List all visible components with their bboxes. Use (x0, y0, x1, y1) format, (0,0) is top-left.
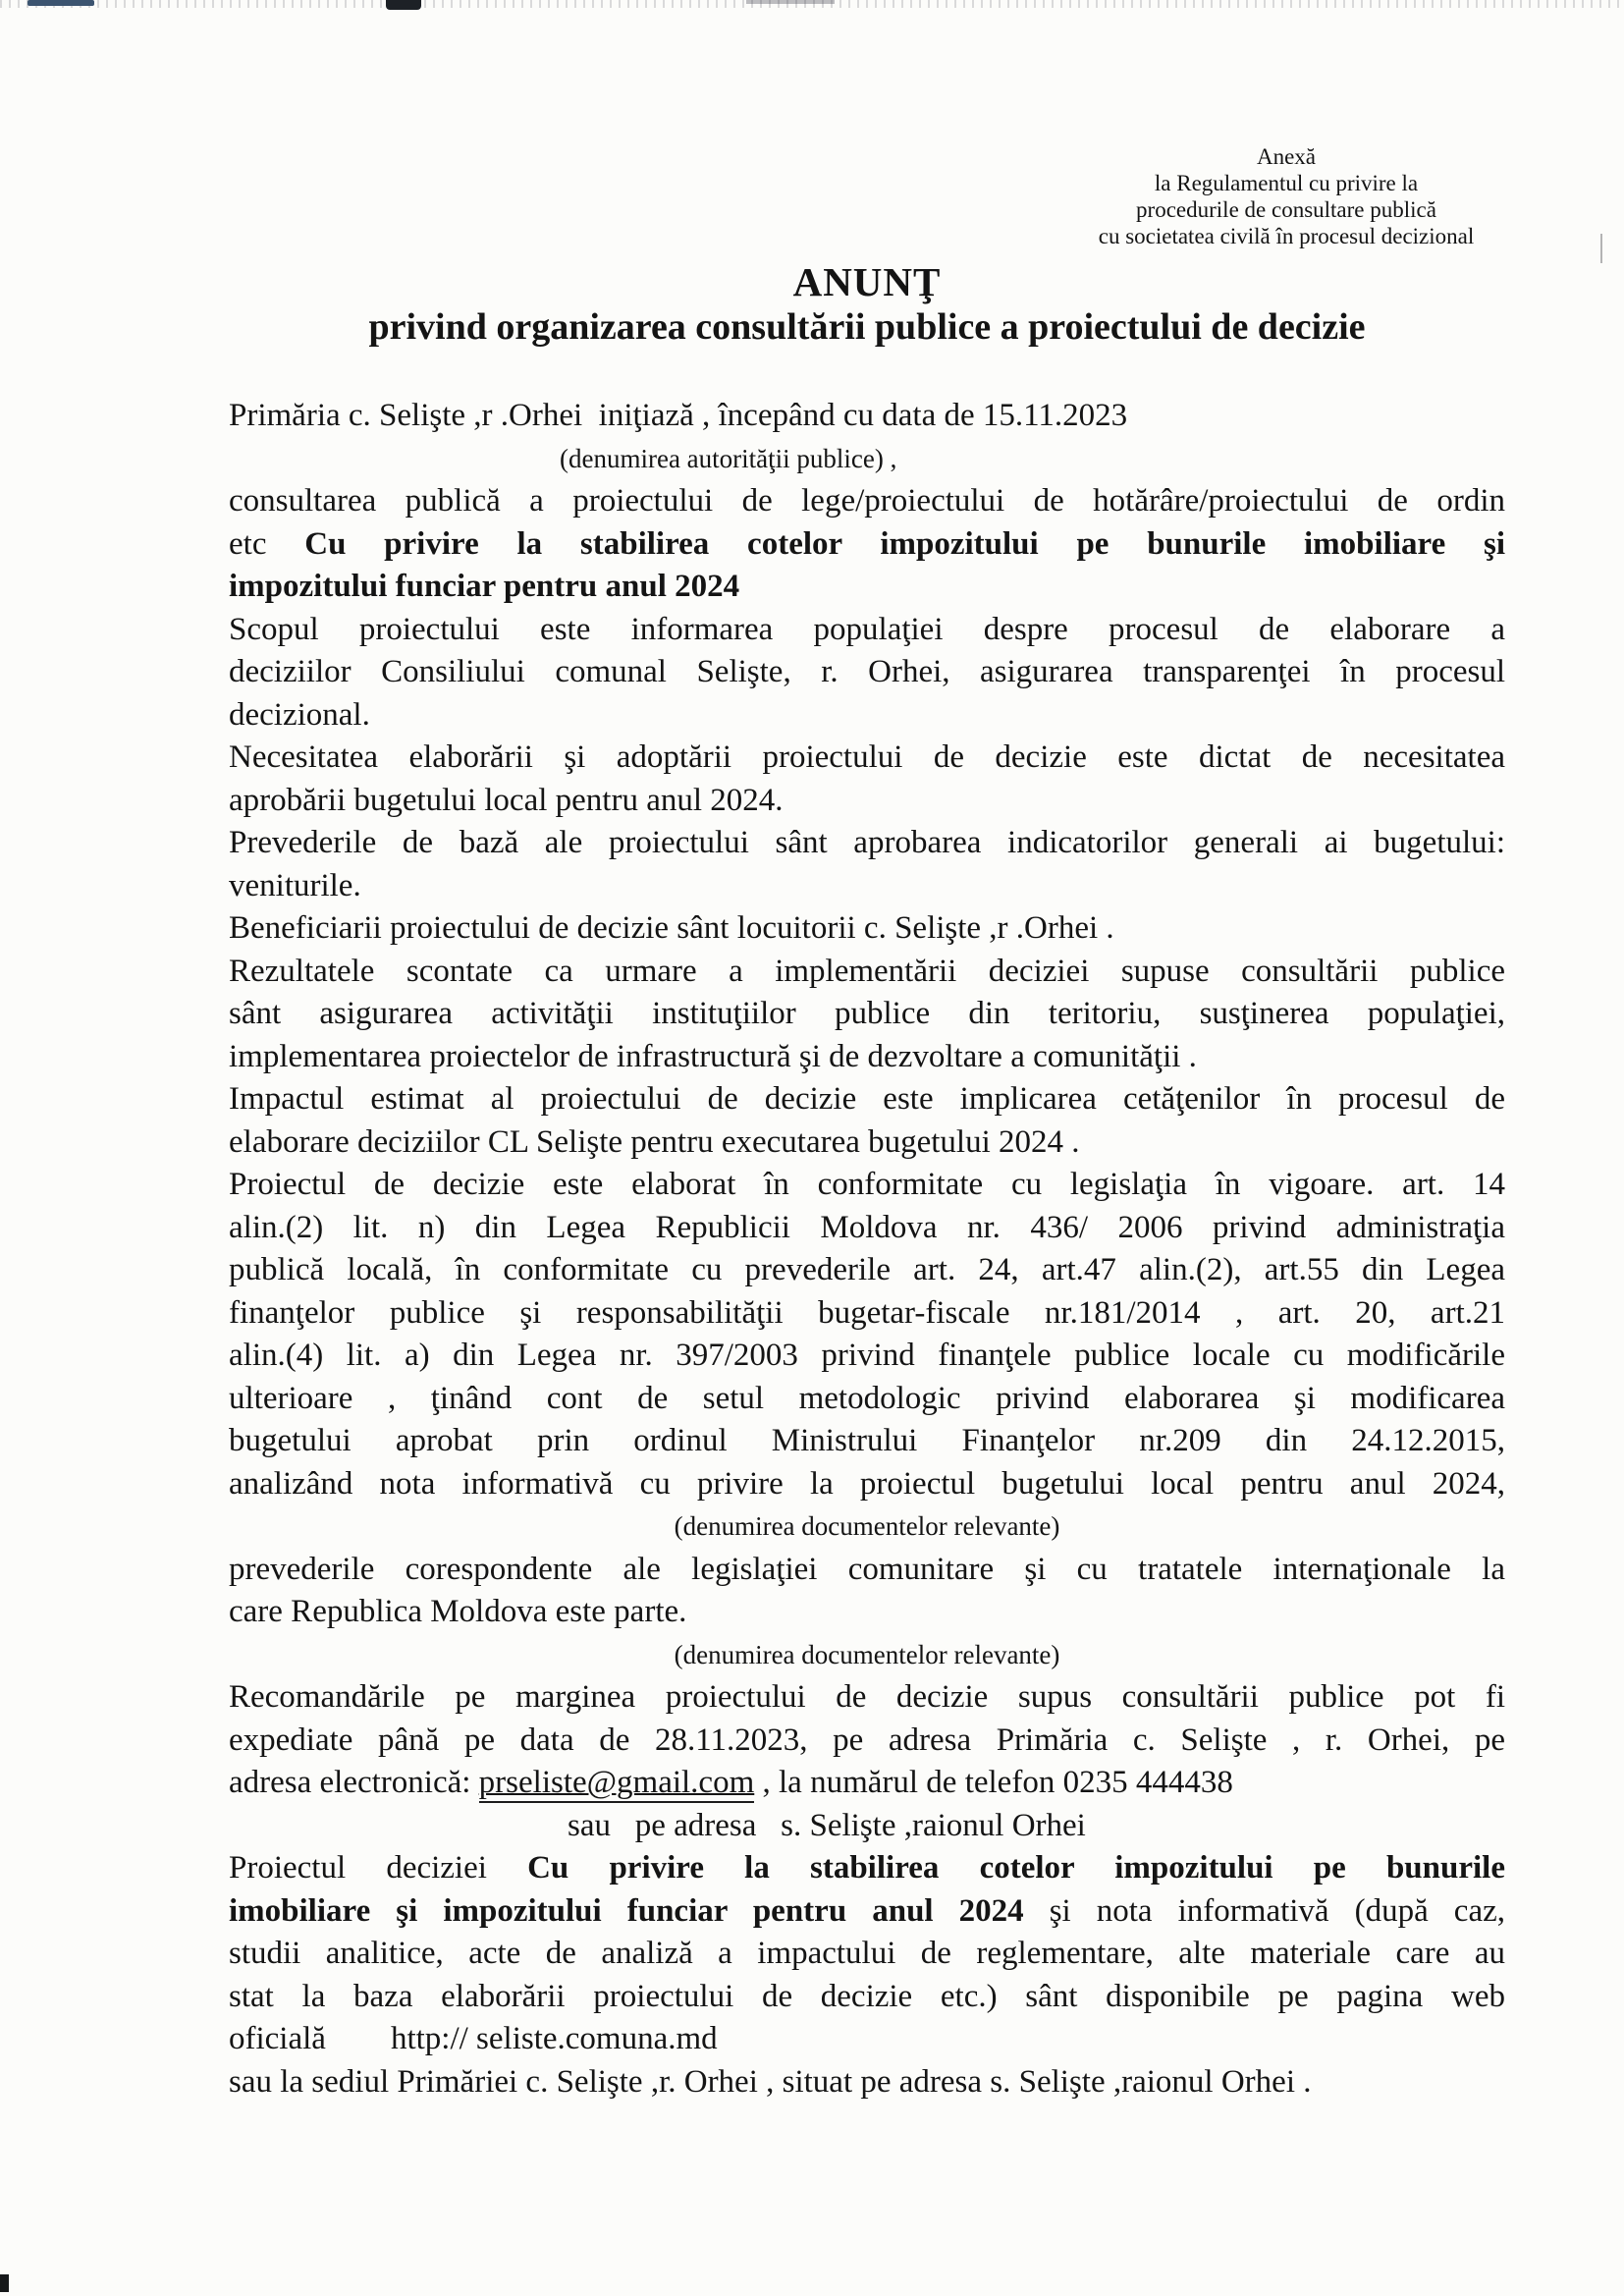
text-segment: Rezultatele scontate ca urmare a implementării deciziei supuse consultării publice (229, 953, 1505, 989)
text-line (229, 566, 1505, 609)
text-line (229, 480, 1505, 523)
scan-artifact (1600, 234, 1602, 263)
text-line (229, 1164, 1505, 1207)
website-address: http:// seliste.comuna.md (390, 2021, 718, 2056)
text-segment: ulterioare , ţinând cont de setul metodologic privind elaborarea şi modificarea (229, 1380, 1505, 1416)
text-line (229, 1591, 1505, 1634)
text-column (229, 259, 1505, 2104)
text-line (229, 395, 1505, 438)
text-segment: sau pe adresa s. Selişte ,raionul Orhei (568, 1807, 1086, 1843)
text-line (229, 523, 1505, 567)
text-line (229, 1121, 1505, 1165)
text-line (229, 438, 1505, 481)
text-line (229, 2061, 1505, 2105)
text-segment: Proiectul de decizie este elaborat în conformitate cu legislaţia în vigoare. art. 14 (229, 1167, 1505, 1202)
text-line (229, 993, 1505, 1036)
text-segment: deciziilor Consiliului comunal Selişte, r. Orhei, asigurarea transparenţei în procesul (229, 654, 1505, 689)
text-segment: elaborare deciziilor CL Selişte pentru executarea bugetului 2024 . (229, 1123, 1080, 1160)
text-segment: Beneficiarii proiectului de decizie sânt locuitorii c. Selişte ,r .Orhei . (229, 910, 1114, 946)
text-line (229, 1420, 1505, 1463)
text-segment: publică locală, în conformitate cu prevederile art. 24, art.47 alin.(2), art.55 din Legea (229, 1252, 1505, 1287)
text-line (229, 1890, 1505, 1934)
text-segment: Cu privire la stabilirea cotelor impozitului pe bunurile imobiliare şi (304, 525, 1506, 562)
text-segment: consultarea publică a proiectului de lege/proiectului de hotărâre/proiectului de ordin (229, 483, 1505, 519)
email-address: prseliste@gmail.com (479, 1765, 755, 1803)
text-segment: bugetului aprobat prin ordinul Ministrului Finanţelor nr.209 din 24.12.2015, (229, 1423, 1505, 1458)
text-segment: veniturile. (229, 867, 361, 903)
text-segment: Recomandările pe marginea proiectului de decizie supus consultării publice pot fi (229, 1679, 1505, 1715)
text-segment: oficială (229, 2021, 391, 2056)
text-segment: sau la sediul Primăriei c. Selişte ,r. Orhei , situat pe adresa s. Selişte ,raionul Orhei . (229, 2063, 1312, 2100)
text-segment: (denumirea autorităţii publice) , (560, 443, 897, 473)
text-line (229, 1378, 1505, 1421)
text-line (229, 1249, 1505, 1292)
text-segment: stat la baza elaborării proiectului de decizie etc.) sânt disponibile pe pagina web (229, 1978, 1505, 2014)
text-line (229, 1335, 1505, 1378)
text-line (229, 1292, 1505, 1336)
text-line (229, 1976, 1505, 2019)
text-line (229, 780, 1505, 823)
text-segment: Cu privire la stabilirea cotelor impozitului pe bunurile (527, 1850, 1505, 1886)
text-segment: alin.(4) lit. a) din Legea nr. 397/2003 privind finanţele publice locale cu modificările (229, 1338, 1505, 1373)
scan-artifact (0, 2274, 9, 2292)
text-segment: Impactul estimat al proiectului de decizie este implicarea cetăţenilor în procesul de (229, 1081, 1505, 1117)
document-subtitle: privind organizarea consultării publice a proiectului de decizie (368, 306, 1366, 348)
text-line (229, 2018, 1505, 2061)
text-segment: studii analitice, acte de analiză a impactului de reglementare, alte materiale care au (229, 1936, 1505, 1971)
scan-artifact (386, 0, 421, 10)
text-line (229, 907, 1505, 951)
text-line (229, 1078, 1505, 1121)
text-segment: aprobării bugetului local pentru anul 2024. (229, 782, 784, 818)
text-line (229, 609, 1505, 652)
text-segment: expediate până pe data de 28.11.2023, pe adresa Primăria c. Selişte , r. Orhei, pe (229, 1722, 1505, 1758)
document-body (229, 395, 1505, 2104)
annex-note-line: cu societatea civilă în procesul decizional (1098, 224, 1475, 248)
document-title: ANUNŢ (792, 259, 942, 304)
text-line (229, 1505, 1505, 1549)
annex-note (1088, 143, 1485, 249)
text-segment: implementarea proiectelor de infrastructură şi de dezvoltare a comunităţii . (229, 1038, 1197, 1074)
text-segment: , la numărul de telefon 0235 444438 (754, 1765, 1233, 1800)
text-segment: care Republica Moldova este parte. (229, 1594, 687, 1629)
annex-note-line: Anexă (1256, 144, 1317, 169)
text-line (229, 1762, 1505, 1805)
text-line (229, 737, 1505, 780)
text-segment: Scopul proiectului este informarea populaţiei despre procesul de elaborare a (229, 611, 1505, 647)
text-line (229, 651, 1505, 694)
text-line (229, 1634, 1505, 1677)
text-line (229, 1805, 1505, 1848)
annex-note-line: procedurile de consultare publică (1136, 197, 1436, 222)
scan-artifact (746, 0, 835, 4)
text-segment: (denumirea documentelor relevante) (674, 1511, 1060, 1541)
text-line (229, 1463, 1505, 1506)
text-line (229, 865, 1505, 908)
text-segment: Proiectul deciziei (229, 1850, 528, 1886)
text-line (229, 694, 1505, 738)
text-segment: Primăria c. Selişte ,r .Orhei iniţiază , începând cu data de 15.11.2023 (229, 398, 1128, 433)
text-line (229, 1549, 1505, 1592)
text-segment: adresa electronică: (229, 1765, 479, 1800)
text-segment: Necesitatea elaborării şi adoptării proiectului de decizie este dictat de necesitatea (229, 739, 1505, 775)
text-line (229, 1676, 1505, 1720)
text-segment: finanţelor publice şi responsabilităţii bugetar-fiscale nr.181/2014 , art. 20, art.21 (229, 1294, 1505, 1331)
text-line (229, 1036, 1505, 1079)
text-line (229, 1720, 1505, 1763)
text-segment: Prevederile de bază ale proiectului sânt aprobarea indicatorilor generali ai bugetului: (229, 825, 1505, 860)
text-segment: etc (229, 525, 305, 562)
text-line (229, 1207, 1505, 1250)
scan-artifact (27, 0, 94, 6)
text-segment: impozitului funciar pentru anul 2024 (229, 569, 740, 604)
text-segment: (denumirea documentelor relevante) (674, 1639, 1060, 1669)
text-segment: sânt asigurarea activităţii instituţiilor publice din teritoriu, susţinerea populaţiei, (229, 996, 1505, 1031)
annex-note-line: la Regulamentul cu privire la (1154, 171, 1419, 195)
text-segment: şi nota informativă (după caz, (1023, 1892, 1505, 1929)
text-segment: decizional. (229, 696, 370, 733)
text-line (229, 951, 1505, 994)
text-segment: analizând nota informativă cu privire la proiectul bugetului local pentru anul 2024, (229, 1465, 1505, 1502)
text-line (229, 1933, 1505, 1976)
text-segment: prevederile corespondente ale legislaţiei comunitare şi cu tratatele internaţionale la (229, 1551, 1505, 1587)
text-line (229, 822, 1505, 865)
text-line (229, 1847, 1505, 1890)
text-segment: imobiliare şi impozitului funciar pentru anul 2024 (229, 1892, 1024, 1929)
text-segment: alin.(2) lit. n) din Legea Republicii Moldova nr. 436/ 2006 privind administraţia (229, 1209, 1505, 1245)
